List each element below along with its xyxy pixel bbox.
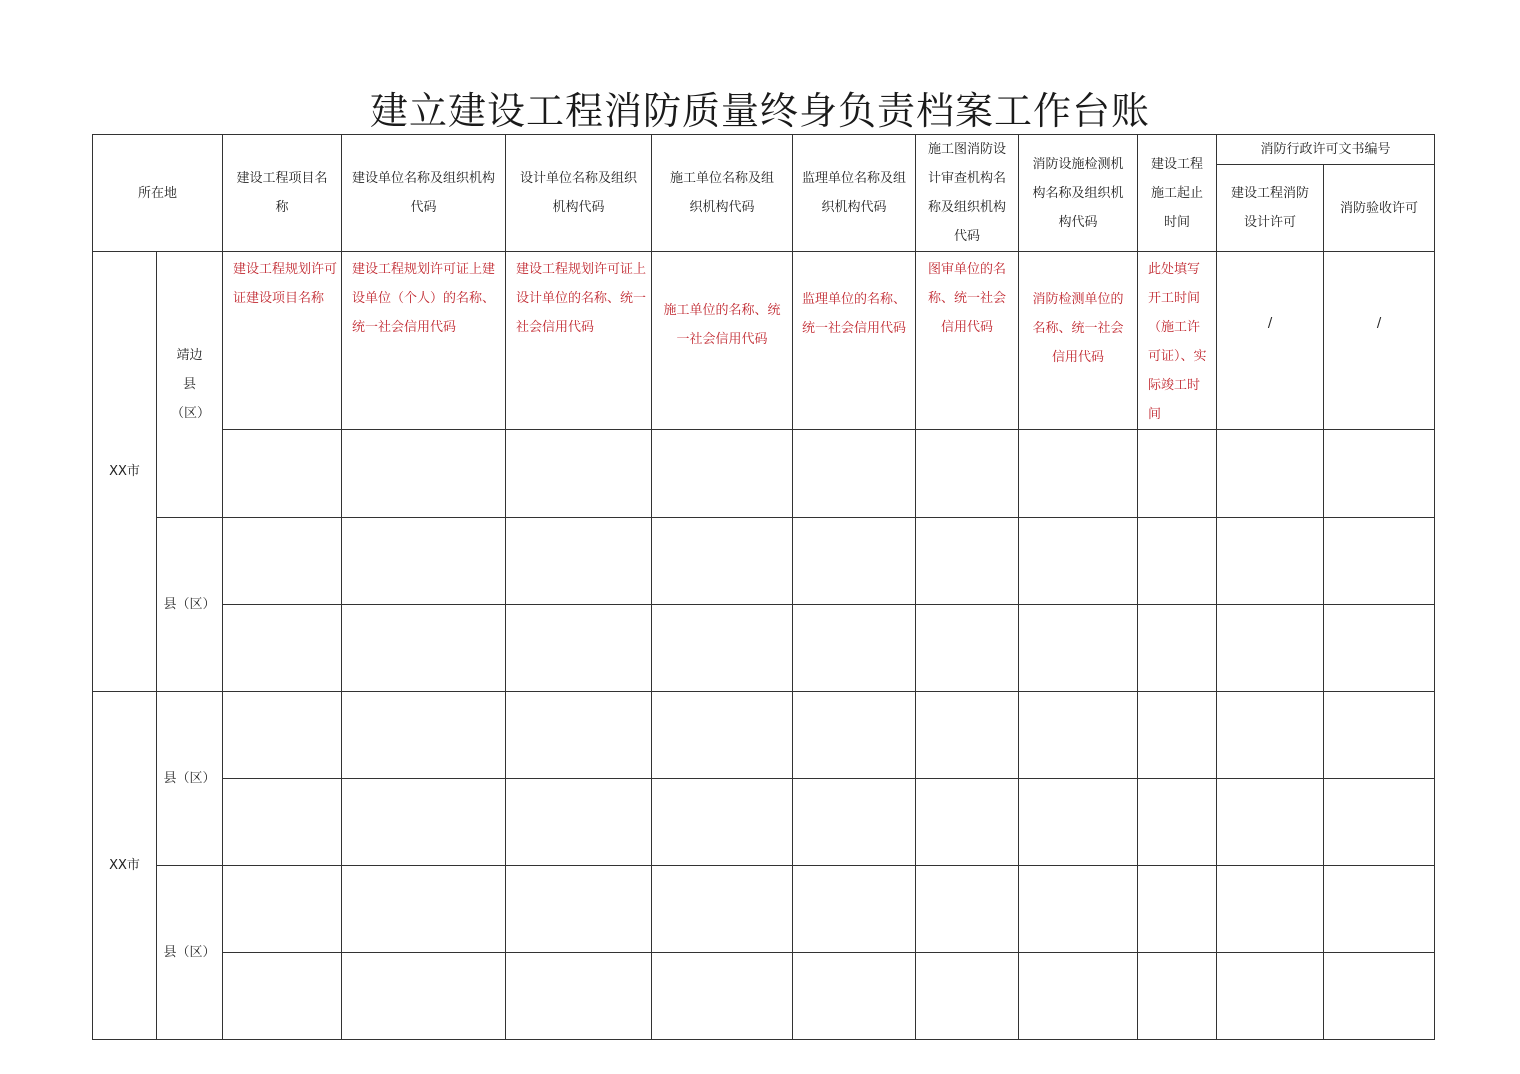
sample-construction-unit: 建设工程规划许可证上建设单位（个人）的名称、统一社会信用代码 <box>342 252 506 430</box>
county-cell: 县（区） <box>157 866 223 1040</box>
city-cell: XX市 <box>93 252 157 692</box>
sample-design-permit: / <box>1217 252 1324 430</box>
county-cell: 靖边县（区） <box>157 252 223 518</box>
sample-inspection-unit: 消防检测单位的名称、统一社会信用代码 <box>1019 252 1138 430</box>
county-cell: 县（区） <box>157 518 223 692</box>
header-review-unit: 施工图消防设计审查机构名称及组织机构代码 <box>916 135 1019 252</box>
header-design-permit: 建设工程消防设计许可 <box>1217 165 1324 252</box>
county-cell: 县（区） <box>157 692 223 866</box>
header-design-unit: 设计单位名称及组织机构代码 <box>506 135 652 252</box>
header-inspection-unit: 消防设施检测机构名称及组织机构代码 <box>1019 135 1138 252</box>
table-row <box>93 252 1435 430</box>
header-supervision-unit: 监理单位名称及组织机构代码 <box>793 135 916 252</box>
sample-review-unit: 图审单位的名称、统一社会信用代码 <box>916 252 1019 430</box>
sample-builder-unit: 施工单位的名称、统一社会信用代码 <box>652 252 793 430</box>
ledger-table <box>92 134 1435 1040</box>
sample-period: 此处填写开工时间（施工许可证）、实际竣工时间 <box>1138 252 1217 430</box>
document-title: 建立建设工程消防质量终身负责档案工作台账 <box>369 89 1150 133</box>
header-period: 建设工程施工起止时间 <box>1138 135 1217 252</box>
sample-project-name: 建设工程规划许可证建设项目名称 <box>223 252 342 430</box>
sample-acceptance-permit: / <box>1324 252 1435 430</box>
table-row <box>93 779 1435 866</box>
header-permit-group: 消防行政许可文书编号 <box>1217 135 1435 165</box>
header-project-name: 建设工程项目名称 <box>223 135 342 252</box>
table-row <box>93 605 1435 692</box>
header-builder-unit: 施工单位名称及组织机构代码 <box>652 135 793 252</box>
header-location: 所在地 <box>93 135 223 252</box>
sample-design-unit: 建设工程规划许可证上设计单位的名称、统一社会信用代码 <box>506 252 652 430</box>
table-row <box>93 866 1435 953</box>
header-acceptance-permit: 消防验收许可 <box>1324 165 1435 252</box>
city-cell: XX市 <box>93 692 157 1040</box>
table-row <box>93 953 1435 1040</box>
table-row <box>93 692 1435 779</box>
header-construction-unit: 建设单位名称及组织机构代码 <box>342 135 506 252</box>
sample-supervision-unit: 监理单位的名称、统一社会信用代码 <box>793 252 916 430</box>
table-row <box>93 430 1435 518</box>
table-row <box>93 518 1435 605</box>
